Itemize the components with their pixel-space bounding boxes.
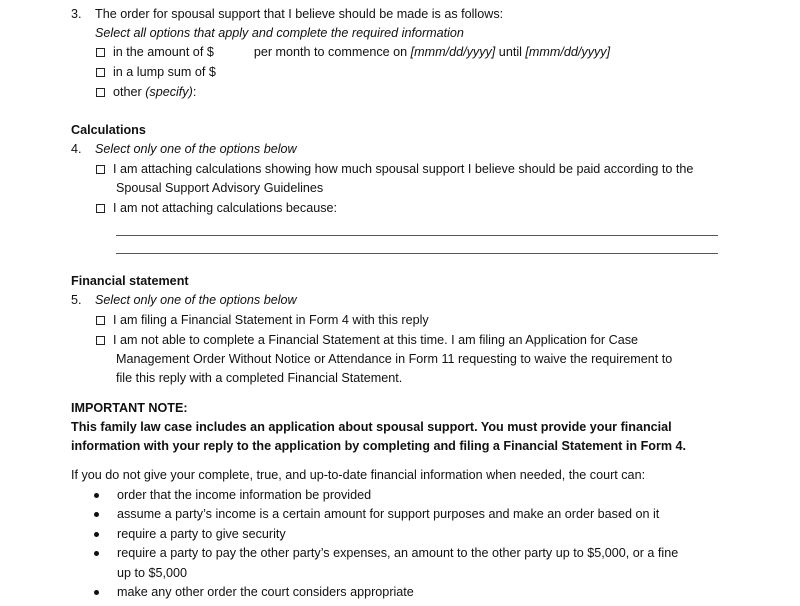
checkbox-attaching-calculations[interactable]	[96, 165, 105, 174]
important-note-line2: information with your reply to the application by completing and filing a Financial Statement in Form 4.	[71, 439, 687, 453]
section-3-instruction: Select all options that apply and complete the required information	[95, 26, 464, 40]
attaching-calculations-line2: Spousal Support Advisory Guidelines	[116, 181, 324, 195]
until-label: until	[495, 45, 526, 59]
option-lump-sum	[96, 64, 216, 80]
attaching-calculations-line1: I am attaching calculations showing how much spousal support I believe should be paid according to the	[113, 162, 694, 176]
other-label: other	[113, 85, 146, 99]
not-able-line2: Management Order Without Notice or Attendance in Form 11 requesting to waive the requirement to	[116, 352, 673, 366]
bullet-icon	[94, 532, 99, 537]
section-5-instruction: Select only one of the options below	[95, 293, 297, 307]
bullet-item-1: order that the income information be provided	[117, 488, 372, 502]
bullet-item-5: make any other order the court considers appropriate	[117, 585, 414, 599]
checkbox-amount-per-month[interactable]	[96, 48, 105, 57]
bullet-icon	[94, 590, 99, 595]
court-can-intro: If you do not give your complete, true, and up-to-date financial information when needed, the court can:	[71, 468, 646, 482]
per-month-label: per month to commence on	[253, 45, 411, 59]
end-date-field[interactable]: [mmm/dd/yyyy]	[525, 45, 611, 59]
reason-line-2[interactable]	[116, 253, 718, 254]
checkbox-not-able-to-complete[interactable]	[96, 336, 105, 345]
bullet-item-3: require a party to give security	[117, 527, 286, 541]
lump-sum-label: in a lump sum of $	[113, 65, 216, 79]
section-4-instruction-row	[71, 141, 297, 157]
checkbox-filing-financial-statement[interactable]	[96, 316, 105, 325]
bullet-icon	[94, 493, 99, 498]
section-4-number: 4.	[71, 142, 82, 156]
option-attaching-calculations	[96, 161, 693, 177]
checkbox-lump-sum[interactable]	[96, 68, 105, 77]
bullet-item-4: require a party to pay the other party’s expenses, an amount to the other party up to $5,000, or a fine	[117, 546, 679, 560]
bullet-icon	[94, 551, 99, 556]
section-5-number: 5.	[71, 293, 82, 307]
not-able-line1: I am not able to complete a Financial Statement at this time. I am filing an Application for Case	[113, 333, 639, 347]
important-note-line1: This family law case includes an application about spousal support. You must provide your financial	[71, 420, 672, 434]
start-date-field[interactable]: [mmm/dd/yyyy]	[410, 45, 496, 59]
bullet-icon	[94, 512, 99, 517]
checkbox-other[interactable]	[96, 88, 105, 97]
other-specify-label: (specify)	[145, 85, 193, 99]
calculations-heading: Calculations	[71, 123, 146, 137]
section-4-instruction: Select only one of the options below	[95, 142, 297, 156]
section-3-number: 3.	[71, 7, 82, 21]
checkbox-not-attaching-calculations[interactable]	[96, 204, 105, 213]
bullet-item-4-continued: up to $5,000	[117, 566, 188, 580]
not-able-line3: file this reply with a completed Financial Statement.	[116, 371, 403, 385]
not-attaching-label: I am not attaching calculations because:	[113, 201, 338, 215]
option-not-attaching-calculations	[96, 200, 337, 216]
option-not-able-to-complete	[96, 332, 638, 348]
financial-statement-heading: Financial statement	[71, 274, 189, 288]
reason-line-1[interactable]	[116, 235, 718, 236]
amount-label: in the amount of $	[113, 45, 214, 59]
option-amount-per-month	[96, 44, 610, 60]
filing-financial-statement-label: I am filing a Financial Statement in Form 4 with this reply	[113, 313, 429, 327]
other-colon: :	[192, 85, 197, 99]
option-other	[96, 84, 196, 100]
section-5-instruction-row	[71, 292, 297, 308]
section-3-question	[71, 6, 503, 22]
bullet-item-2: assume a party’s income is a certain amount for support purposes and make an order based on it	[117, 507, 660, 521]
section-3-question-text: The order for spousal support that I believe should be made is as follows:	[95, 7, 504, 21]
important-note-heading: IMPORTANT NOTE:	[71, 401, 188, 415]
option-filing-financial-statement	[96, 312, 429, 328]
